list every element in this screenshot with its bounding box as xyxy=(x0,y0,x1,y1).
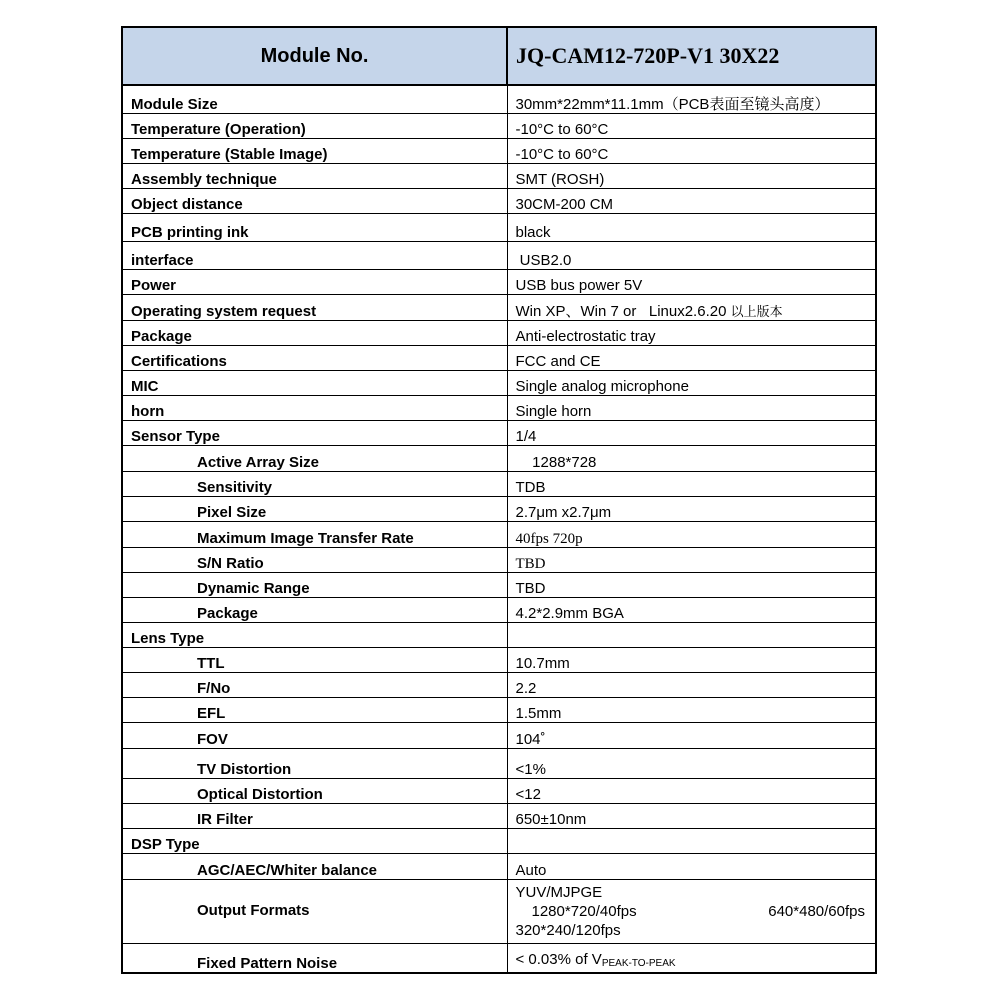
row-label: TV Distortion xyxy=(122,748,507,778)
row-label: TTL xyxy=(122,647,507,672)
row-value: SMT (ROSH) xyxy=(507,163,876,188)
row-value: Anti-electrostatic tray xyxy=(507,320,876,345)
module-no-value: JQ-CAM12-720P-V1 30X22 xyxy=(507,27,876,85)
row-label: DSP Type xyxy=(122,828,507,853)
row-label: Maximum Image Transfer Rate xyxy=(122,521,507,547)
row-value: 30mm*22mm*11.1mm（PCB表面至镜头高度） xyxy=(507,85,876,113)
table-row xyxy=(122,241,876,269)
row-value: 10.7mm xyxy=(507,647,876,672)
row-label: PCB printing ink xyxy=(122,213,507,241)
row-label: Power xyxy=(122,269,507,294)
row-value: -10°C to 60°C xyxy=(507,113,876,138)
output-format-item: 640*480/60fps xyxy=(768,902,865,920)
table-row xyxy=(122,803,876,828)
output-format-line: YUV/MJPGE xyxy=(515,883,603,901)
row-label: Package xyxy=(122,597,507,622)
row-value: 1/4 xyxy=(507,420,876,445)
table-row xyxy=(122,622,876,647)
row-label: MIC xyxy=(122,370,507,395)
output-format-line xyxy=(516,902,876,921)
row-label: Module Size xyxy=(122,85,507,113)
row-label: Fixed Pattern Noise xyxy=(122,943,507,973)
table-row xyxy=(122,138,876,163)
output-formats-value xyxy=(507,879,876,943)
row-label: Optical Distortion xyxy=(122,778,507,803)
row-value: 104˚ xyxy=(507,722,876,748)
row-label: Temperature (Operation) xyxy=(122,113,507,138)
row-value xyxy=(507,943,876,973)
table-row xyxy=(122,572,876,597)
row-label: S/N Ratio xyxy=(122,547,507,572)
row-value: 30CM-200 CM xyxy=(507,188,876,213)
row-value xyxy=(507,294,876,320)
output-formats-label: Output Formats xyxy=(122,879,507,943)
row-value: 40fps 720p xyxy=(507,521,876,547)
row-value: 650±10nm xyxy=(507,803,876,828)
table-row xyxy=(122,853,876,879)
row-label: FOV xyxy=(122,722,507,748)
table-row xyxy=(122,395,876,420)
row-value: 1288*728 xyxy=(507,445,876,471)
row-label: Sensitivity xyxy=(122,471,507,496)
row-value: Single horn xyxy=(507,395,876,420)
header-row xyxy=(122,27,876,85)
row-value: Single analog microphone xyxy=(507,370,876,395)
os-request-text: Win XP、Win 7 or Linux2.6.20 xyxy=(515,302,727,320)
table-row xyxy=(122,672,876,697)
table-row xyxy=(122,647,876,672)
row-label: Package xyxy=(122,320,507,345)
row-label: interface xyxy=(122,241,507,269)
row-label: EFL xyxy=(122,697,507,722)
row-label: AGC/AEC/Whiter balance xyxy=(122,853,507,879)
fpn-subscript: PEAK-TO-PEAK xyxy=(601,958,676,969)
row-value xyxy=(507,622,876,647)
table-row xyxy=(122,320,876,345)
table-row xyxy=(122,445,876,471)
table-row xyxy=(122,345,876,370)
row-value: TBD xyxy=(507,572,876,597)
table-row xyxy=(122,471,876,496)
table-row xyxy=(122,547,876,572)
table-row xyxy=(122,778,876,803)
table-row xyxy=(122,188,876,213)
row-value: <12 xyxy=(507,778,876,803)
row-value: 2.7μm x2.7μm xyxy=(507,496,876,521)
row-value: 4.2*2.9mm BGA xyxy=(507,597,876,622)
row-value: <1% xyxy=(507,748,876,778)
table-row xyxy=(122,85,876,113)
table-row xyxy=(122,213,876,241)
row-value: USB2.0 xyxy=(507,241,876,269)
table-row xyxy=(122,370,876,395)
fixed-pattern-noise-row xyxy=(122,943,876,973)
row-label: Pixel Size xyxy=(122,496,507,521)
table-row xyxy=(122,597,876,622)
row-value: TBD xyxy=(507,547,876,572)
row-value: TDB xyxy=(507,471,876,496)
table-row xyxy=(122,496,876,521)
os-request-suffix: 以上版本 xyxy=(730,303,783,319)
table-row xyxy=(122,294,876,320)
table-row xyxy=(122,828,876,853)
row-label: Sensor Type xyxy=(122,420,507,445)
table-row xyxy=(122,420,876,445)
fpn-main: < 0.03% of V xyxy=(515,951,602,968)
row-value: USB bus power 5V xyxy=(507,269,876,294)
row-label: Object distance xyxy=(122,188,507,213)
row-label: Lens Type xyxy=(122,622,507,647)
row-value: 2.2 xyxy=(507,672,876,697)
row-label: IR Filter xyxy=(122,803,507,828)
row-value xyxy=(507,828,876,853)
row-value: black xyxy=(507,213,876,241)
row-value: Auto xyxy=(507,853,876,879)
row-value: FCC and CE xyxy=(507,345,876,370)
table-row xyxy=(122,722,876,748)
spec-table xyxy=(121,26,877,974)
output-format-line: 320*240/120fps xyxy=(515,921,621,939)
row-label: Active Array Size xyxy=(122,445,507,471)
row-label: Certifications xyxy=(122,345,507,370)
row-label: Assembly technique xyxy=(122,163,507,188)
table-row xyxy=(122,748,876,778)
table-row xyxy=(122,697,876,722)
table-row xyxy=(122,269,876,294)
row-label: Temperature (Stable Image) xyxy=(122,138,507,163)
row-value: 1.5mm xyxy=(507,697,876,722)
row-value: -10°C to 60°C xyxy=(507,138,876,163)
output-formats-row xyxy=(122,879,876,943)
row-label: Dynamic Range xyxy=(122,572,507,597)
output-format-item: 1280*720/40fps xyxy=(531,902,637,920)
table-row xyxy=(122,113,876,138)
module-no-label: Module No. xyxy=(122,27,507,85)
table-row xyxy=(122,163,876,188)
row-label: horn xyxy=(122,395,507,420)
row-label: F/No xyxy=(122,672,507,697)
row-label: Operating system request xyxy=(122,294,507,320)
table-row xyxy=(122,521,876,547)
